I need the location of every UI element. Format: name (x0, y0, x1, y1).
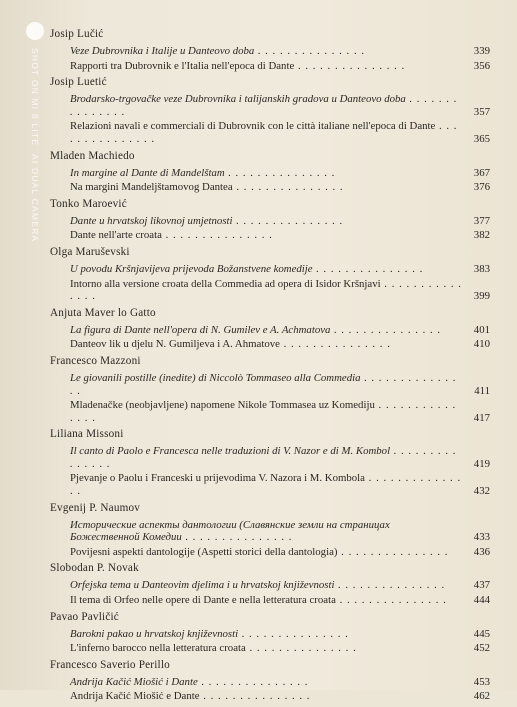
article-title: Mladenačke (neobjavljene) napomene Nikole Tommasea uz Komediju . . (70, 399, 466, 424)
toc-item (50, 579, 490, 592)
article-title: Barokni pakao u hrvatskoj književnosti . . (70, 628, 466, 641)
page-number: 401 (473, 323, 490, 336)
article-title: La figura di Dante nell'opera di N. Gumilev e A. Achmatova . . (70, 324, 466, 337)
author-name: Tonko Maroević (50, 197, 127, 210)
toc-item (50, 546, 490, 559)
toc-item (50, 472, 490, 497)
article-title: Intorno alla versione croata della Commedia ad opera di Isidor Kršnjavi . . (70, 278, 466, 303)
toc-entry (50, 150, 490, 194)
toc-item (50, 690, 490, 703)
toc-item (50, 60, 490, 73)
watermark-line-2: AI DUAL CAMERA (30, 154, 40, 243)
toc-item (50, 338, 490, 351)
toc-entry (50, 562, 490, 606)
article-title: U povodu Kršnjavijeva prijevoda Božanstvene komedije . . (70, 263, 466, 276)
toc-entry (50, 611, 490, 655)
page-number: 365 (473, 132, 490, 145)
camera-watermark (20, 22, 50, 242)
toc-item (50, 120, 490, 145)
toc-item (50, 594, 490, 607)
toc-item (50, 445, 490, 470)
page-number: 433 (473, 531, 490, 544)
article-title: Andrija Kačić Miošić e Dante . . (70, 690, 466, 703)
toc-item (50, 167, 490, 180)
page-number: 445 (473, 627, 490, 640)
page-number: 376 (473, 181, 490, 194)
author-name: Josip Lučić (50, 28, 104, 40)
toc-item (50, 181, 490, 194)
toc-item (50, 676, 490, 689)
author-name: Josip Luetić (50, 76, 107, 89)
page-number: 453 (473, 675, 490, 688)
article-title: Pjevanje o Paolu i Franceski u prijevodima V. Nazora i M. Kombola . . (70, 472, 466, 497)
table-of-contents (50, 28, 490, 707)
page-number: 367 (473, 166, 490, 179)
toc-entry (50, 246, 490, 303)
article-title: Le giovanili postille (inedite) di Niccolò Tommaseo alla Commedia . . (70, 372, 466, 397)
toc-entry (50, 76, 490, 145)
toc-item (50, 45, 490, 58)
toc-item (50, 399, 490, 424)
article-title: Danteov lik u djelu N. Gumiljeva i A. Ahmatove . . (70, 338, 466, 351)
author-name: Francesco Mazzoni (50, 354, 141, 367)
toc-item (50, 215, 490, 228)
page-number: 357 (473, 105, 490, 118)
author-name: Slobodan P. Novak (50, 562, 139, 575)
article-title: Dante u hrvatskoj likovnoj umjetnosti . . (70, 215, 466, 228)
author-name: Francesco Saverio Perillo (50, 658, 170, 671)
page-number: 432 (473, 485, 490, 498)
page-number: 410 (473, 338, 490, 351)
toc-item (50, 93, 490, 118)
page-number: 399 (473, 290, 490, 303)
toc-item (50, 519, 490, 544)
author-name: Liliana Missoni (50, 428, 124, 441)
toc-entry (50, 502, 490, 559)
article-title: Brodarsko-trgovačke veze Dubrovnika i talijanskih gradova u Danteovo doba . . (70, 93, 466, 118)
toc-item (50, 642, 490, 655)
toc-item (50, 278, 490, 303)
author-name: Pavao Pavličić (50, 610, 119, 623)
toc-entry (50, 428, 490, 497)
article-title: Andrija Kačić Miošić i Dante . . (70, 676, 466, 689)
article-title: Relazioni navali e commerciali di Dubrovnik con le città italiane nell'epoca di Dante . . (70, 120, 466, 145)
page-number: 436 (473, 545, 490, 558)
page-number: 419 (473, 457, 490, 470)
page-number: 377 (473, 214, 490, 227)
page-number: 452 (473, 642, 490, 655)
author-name: Anjuta Maver lo Gatto (50, 306, 156, 319)
page-number: 444 (473, 594, 490, 607)
article-title: Il tema di Orfeo nelle opere di Dante e nella letteratura croata . . (70, 594, 466, 607)
toc-entry (50, 198, 490, 242)
author-name: Mladen Machiedo (50, 149, 135, 162)
camera-logo-icon (26, 22, 44, 40)
toc-item (50, 628, 490, 641)
page-number: 437 (473, 579, 490, 592)
toc-entry (50, 355, 490, 424)
toc-entry (50, 28, 490, 72)
article-title: Dante nell'arte croata . . (70, 229, 466, 242)
article-title: Na margini Mandeljštamovog Dantea . . (70, 181, 466, 194)
watermark-line-1: SHOT ON MI 8 LITE (30, 48, 40, 147)
article-title: Orfejska tema u Danteovim djelima i u hrvatskoj književnosti . . (70, 579, 466, 592)
toc-entry (50, 659, 490, 703)
author-name: Olga Maruševski (50, 245, 130, 258)
page-number: 339 (473, 45, 490, 57)
page-number: 382 (473, 229, 490, 242)
article-title: Исторические аспекты дантологии (Славянские земли на страницах Божественной Комедии . . (70, 519, 466, 544)
toc-item (50, 263, 490, 276)
article-title: Povijesni aspekti dantologije (Aspetti storici della dantologia) . . (70, 546, 466, 559)
article-title: L'inferno barocco nella letteratura croata . . (70, 642, 466, 655)
article-title: Veze Dubrovnika i Italije u Danteovo doba . . (70, 45, 466, 58)
toc-item (50, 372, 490, 397)
page-number: 356 (473, 59, 490, 72)
page-number: 411 (474, 384, 490, 397)
toc-item (50, 324, 490, 337)
article-title: In margine al Dante di Mandelštam . . (70, 167, 466, 180)
article-title: Rapporti tra Dubrovnik e l'Italia nell'epoca di Dante . . (70, 60, 466, 73)
toc-entry (50, 307, 490, 351)
page-number: 383 (473, 262, 490, 275)
toc-item (50, 229, 490, 242)
author-name: Evgenij P. Naumov (50, 501, 141, 514)
page-number: 417 (473, 411, 490, 424)
page-number: 462 (473, 690, 490, 703)
article-title: Il canto di Paolo e Francesca nelle traduzioni di V. Nazor e di M. Kombol . . (70, 445, 466, 470)
